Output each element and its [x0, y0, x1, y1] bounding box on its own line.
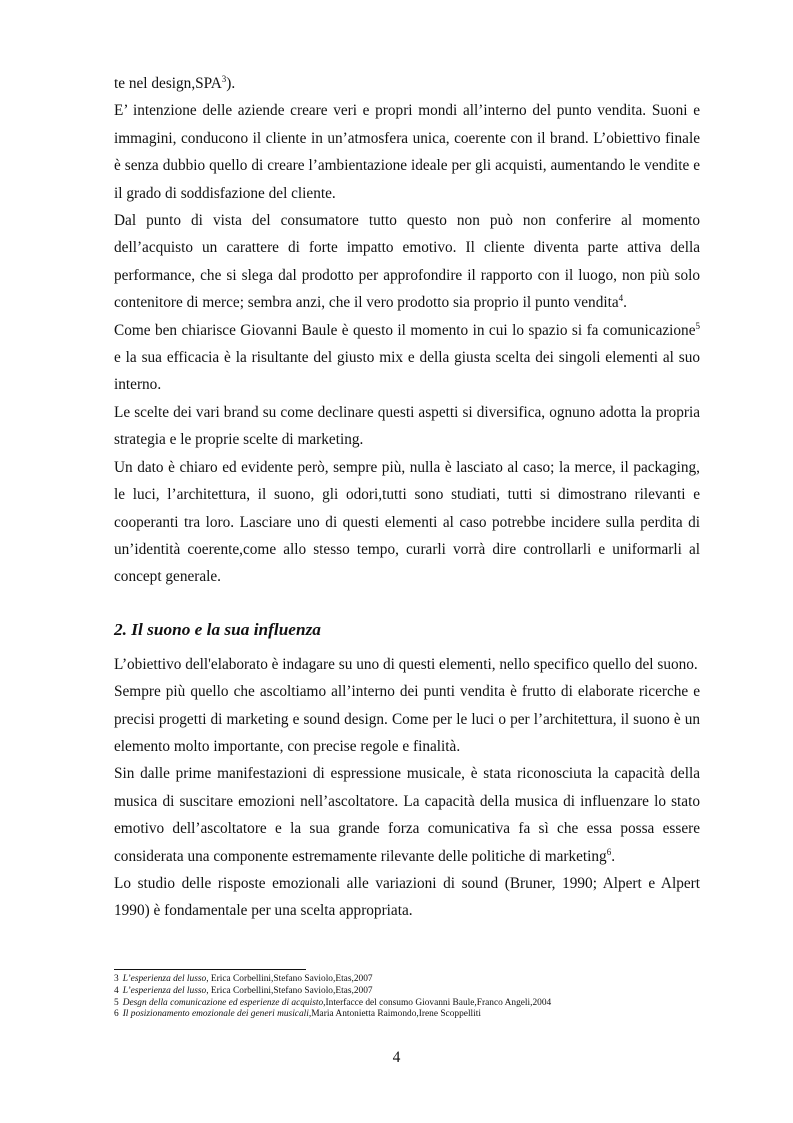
section-paragraph-4: Lo studio delle risposte emozionali alle variazioni di sound (Bruner, 1990; Alpert e Alpert 1990) è fondamentale per una scelta appropriata.: [114, 874, 700, 920]
paragraph-1: te nel design,SPA$^3$).: [114, 74, 236, 92]
footnote-ref-3[interactable]: 3: [221, 74, 227, 84]
paragraph-2: E’ intenzione delle aziende creare veri e propri mondi all’interno del punto vendita. Suoni e immagini, conducono il cliente in un’atmosfera unica, coerente con il brand. L’obiettivo finale è senza dubbio quello di creare l’ambientazione ideale per gli acquisti, aumentando le vendite e il grado di soddisfazione del cliente.: [114, 102, 700, 202]
footnote-divider: [114, 969, 306, 970]
paragraph-5: Le scelte dei vari brand su come declinare questi aspetti si diversifica, ognuno adotta la propria strategia e le proprie scelte di marketing.: [114, 403, 700, 449]
section-paragraph-1: L’obiettivo dell'elaborato è indagare su uno di questi elementi, nello specifico quello del suono.: [114, 655, 698, 673]
footnotes: [114, 969, 700, 1021]
body-text: [114, 70, 700, 925]
paragraph-3: Dal punto di vista del consumatore tutto questo non può non conferire al momento dell’acquisto un carattere di forte impatto emotivo. Il cliente diventa parte attiva della performance, che si slega dal prodotto per approfondire il rapporto con il luogo, non più solo contenitore di merce; sembra anzi, che il vero prodotto sia proprio il punto vendita$^4$.: [114, 212, 700, 312]
footnote-ref-5[interactable]: 5: [695, 320, 700, 331]
footnote-ref-6[interactable]: 6: [606, 846, 612, 857]
page-number: 4: [392, 1049, 401, 1066]
section-heading: 2. Il suono e la sua influenza: [114, 619, 321, 639]
section-paragraph-2: Sempre più quello che ascoltiamo all’interno dei punti vendita è frutto di elaborate ricerche e precisi progetti di marketing e sound design. Come per le luci o per l’architettura, il suono è un elemento molto importante, con precise regole e finalità.: [114, 683, 700, 755]
footnote-3: 3 L’esperienza del lusso, Erica Corbellini,Stefano Saviolo,Etas,2007: [114, 974, 373, 984]
footnote-6: 6 Il posizionamento emozionale dei generi musicali,Maria Antonietta Raimondo,Irene Scoppelliti: [114, 1009, 481, 1020]
paragraph-4: Come ben chiarisce Giovanni Baule è questo il momento in cui lo spazio si fa comunicazione$^5$ e la sua efficacia è la risultante del giusto mix e della giusta scelta dei singoli elementi al suo interno.: [114, 320, 700, 394]
paragraph-6: Un dato è chiaro ed evidente però, sempre più, nulla è lasciato al caso; la merce, il packaging, le luci, l’architettura, il suono, gli odori,tutti sono studiati, tutti si dimostrano rilevanti e cooperanti tra loro. Lasciare uno di questi elementi al caso potrebbe incidere sulla perdita di un’identità coerente,come allo stesso tempo, curarli vorrà dire controllarli e uniformarli al concept generale.: [114, 458, 700, 586]
footnote-5: 5 Desgn della comunicazione ed esperienze di acquisto,Interfacce del consumo Giovanni Baule,Franco Angeli,2004: [114, 997, 552, 1008]
footnote-4: 4 L’esperienza del lusso, Erica Corbellini,Stefano Saviolo,Etas,2007: [114, 985, 373, 996]
footnote-ref-4[interactable]: 4: [618, 293, 624, 304]
section-paragraph-3: Sin dalle prime manifestazioni di espressione musicale, è stata riconosciuta la capacità della musica di suscitare emozioni nell’ascoltatore. La capacità della musica di influenzare lo stato emotivo dell’ascoltatore e la sua grande forza comunicativa fa sì che essa possa essere considerata una componente estremamente rilevante delle politiche di marketing$^6$.: [114, 765, 700, 865]
